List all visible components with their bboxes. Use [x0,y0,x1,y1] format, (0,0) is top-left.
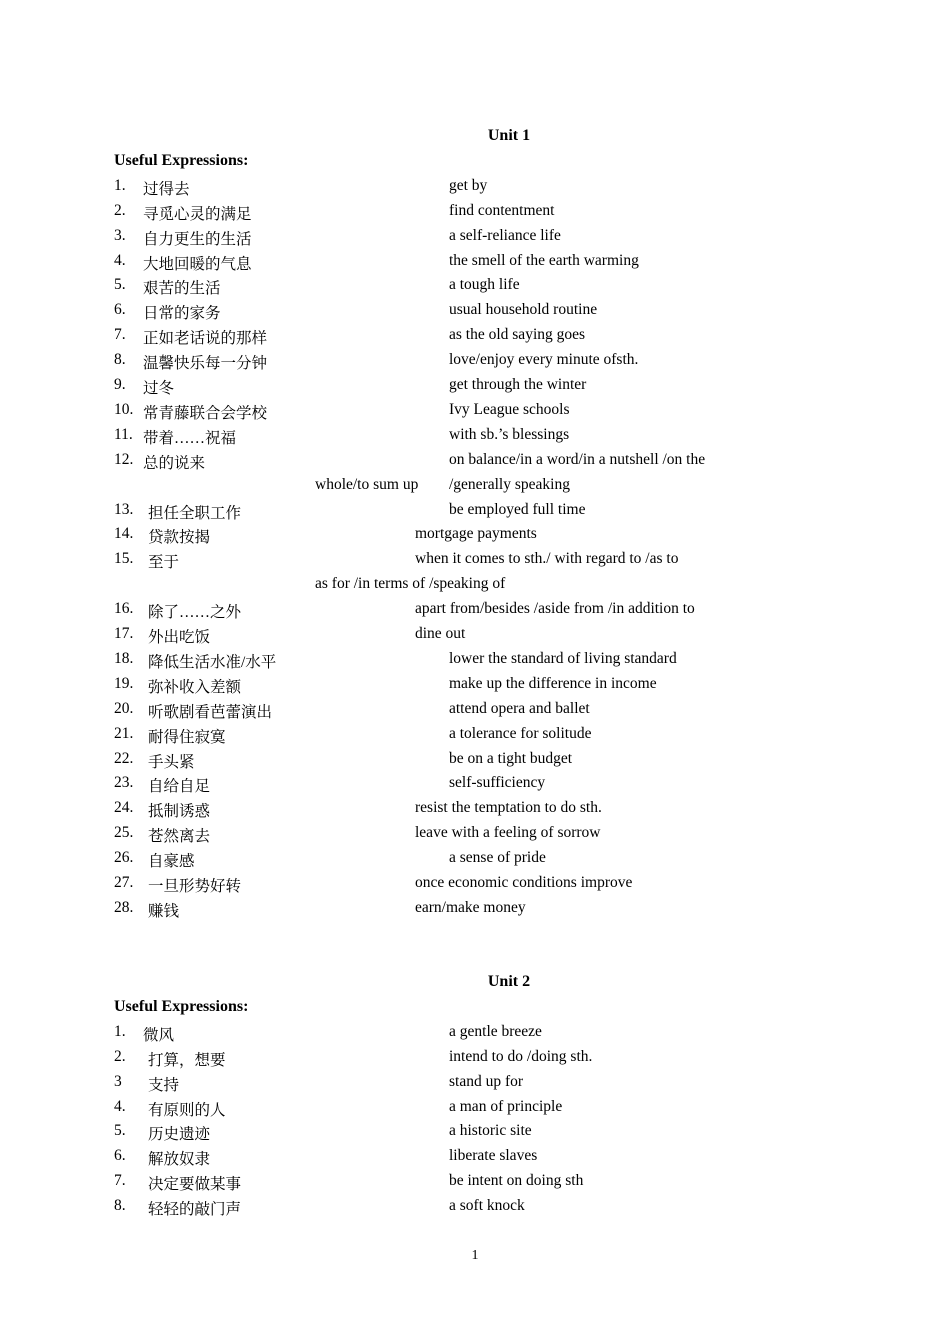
chinese-expression: 除了……之外 [148,604,242,622]
item-number: 25. [114,824,134,842]
chinese-expression: 支持 [148,1076,180,1094]
unit-title: Unit 1 [487,127,531,144]
english-expression: a man of principle [449,1097,563,1115]
item-number: 17. [114,625,134,642]
chinese-expression: 有原则的人 [148,1101,226,1119]
item-number: 14. [114,525,134,543]
item-number: 11. [114,425,133,443]
item-number: 7. [114,326,126,344]
chinese-expression: 日常的家务 [143,305,221,323]
chinese-expression: 微风 [143,1026,175,1044]
expression-row [0,252,950,276]
expression-row [0,550,950,574]
expression-row [0,650,950,674]
chinese-expression: 一旦形势好转 [148,878,242,895]
chinese-expression: 解放奴隶 [148,1151,211,1169]
item-number: 23. [114,774,134,792]
item-number: 21. [114,724,134,742]
english-expression: when it comes to sth./ with regard to /as to [415,550,679,568]
expression-row [0,177,950,201]
unit-title: Unit 2 [487,973,531,990]
expression-row [0,600,950,624]
item-number: 26. [114,849,134,867]
english-expression: the smell of the earth warming [449,251,639,269]
english-expression: with sb.’s blessings [449,425,570,443]
item-number: 9. [114,376,126,393]
expression-row [0,1172,950,1196]
english-expression: make up the difference in income [449,674,657,692]
item-number: 6. [114,1147,126,1165]
english-expression: a historic site [449,1122,532,1140]
english-expression: get through the winter [449,376,587,393]
section-subheading: Useful Expressions: [114,151,249,169]
expression-row [0,675,950,699]
expression-row-continued [0,476,950,500]
english-expression: Ivy League schools [449,400,570,418]
item-number: 13. [114,500,134,518]
chinese-expression: 苍然离去 [148,828,211,846]
expression-row [0,1122,950,1146]
item-number: 19. [114,674,134,692]
item-number: 8. [114,1197,126,1215]
item-number: 2. [114,1047,126,1065]
item-number: 1. [114,176,126,194]
item-number: 24. [114,799,134,817]
expression-row [0,849,950,873]
english-expression: apart from/besides /aside from /in addition to [415,600,695,618]
expression-row [0,774,950,798]
expression-row [0,376,950,400]
expression-row [0,899,950,923]
expression-row [0,525,950,549]
english-expression: get by [449,176,488,194]
chinese-expression: 决定要做某事 [148,1176,242,1194]
item-number: 22. [114,749,134,767]
english-expression-continued: as for /in terms of /speaking of [315,575,506,593]
english-expression: attend opera and ballet [449,699,590,717]
english-expression: a self-reliance life [449,226,561,244]
english-expression: lower the standard of living standard [449,649,677,667]
item-number: 8. [114,351,126,369]
english-expression: love/enjoy every minute ofsth. [449,351,639,369]
expression-row [0,1098,950,1122]
chinese-expression: 自力更生的生活 [143,230,252,248]
expression-row [0,874,950,898]
expression-row [0,401,950,425]
english-expression: a tolerance for solitude [449,724,592,742]
item-number: 12. [114,450,134,468]
expression-row [0,501,950,525]
expression-row [0,301,950,325]
chinese-expression: 自豪感 [148,853,195,871]
item-number: 2. [114,201,126,219]
section-subheading: Useful Expressions: [114,997,249,1015]
chinese-expression: 历史遗迹 [148,1126,211,1144]
english-expression: resist the temptation to do sth. [415,799,602,817]
expression-row [0,276,950,300]
english-expression: a tough life [449,276,520,294]
english-expression: once economic conditions improve [415,874,633,891]
english-expression: find contentment [449,201,555,219]
chinese-expression: 打算，想要 [148,1051,226,1069]
english-expression: dine out [415,625,466,642]
page-number: 1 [471,1248,479,1263]
chinese-expression: 至于 [148,554,180,572]
item-number: 3. [114,226,126,244]
item-number: 5. [114,1122,126,1140]
chinese-expression: 手头紧 [148,753,195,771]
chinese-expression: 带着……祝福 [143,429,237,447]
expression-row-continued [0,575,950,599]
expression-row [0,1147,950,1171]
english-expression: mortgage payments [415,525,537,543]
item-number: 15. [114,550,134,568]
chinese-expression: 过得去 [143,180,190,198]
english-expression: be employed full time [449,500,586,518]
item-number: 16. [114,600,134,618]
chinese-expression: 温馨快乐每一分钟 [143,355,268,373]
expression-row [0,625,950,649]
item-number: 27. [114,874,134,891]
chinese-expression: 耐得住寂寞 [148,728,226,746]
chinese-expression: 正如老话说的那样 [143,330,268,348]
item-number: 20. [114,699,134,717]
chinese-expression: 担任全职工作 [148,504,242,522]
expression-row [0,426,950,450]
item-number: 5. [114,276,126,294]
chinese-expression: 外出吃饭 [148,629,211,646]
chinese-expression: 总的说来 [143,454,206,472]
english-expression: on balance/in a word/in a nutshell /on the [449,450,706,468]
expression-row [0,1048,950,1072]
item-number: 6. [114,301,126,319]
expression-row [0,750,950,774]
chinese-expression: 弥补收入差额 [148,678,242,696]
chinese-expression: 听歌剧看芭蕾演出 [148,703,273,721]
english-expression: a soft knock [449,1197,525,1215]
item-number: 4. [114,1097,126,1115]
chinese-expression: 过冬 [143,380,175,397]
english-expression: a gentle breeze [449,1022,542,1040]
expression-row [0,1197,950,1221]
english-expression-continued: whole/to sum up [315,475,419,493]
item-number: 28. [114,898,134,916]
chinese-expression: 艰苦的生活 [143,280,221,298]
expression-row [0,351,950,375]
item-number: 7. [114,1172,126,1190]
item-number: 4. [114,251,126,269]
chinese-expression: 大地回暖的气息 [143,255,252,273]
chinese-expression: 轻轻的敲门声 [148,1201,242,1219]
expression-row [0,799,950,823]
english-expression: earn/make money [415,898,526,916]
expression-row [0,202,950,226]
english-expression: usual household routine [449,301,598,319]
chinese-expression: 贷款按揭 [148,529,211,547]
english-expression: stand up for [449,1072,524,1090]
expression-row [0,1023,950,1047]
english-expression: a sense of pride [449,849,546,867]
english-expression: be intent on doing sth [449,1172,584,1190]
english-expression: as the old saying goes [449,326,586,344]
expression-row [0,725,950,749]
chinese-expression: 降低生活水准/水平 [148,653,277,671]
chinese-expression: 赚钱 [148,902,180,920]
item-number: 18. [114,649,134,667]
item-number: 3 [114,1072,122,1090]
expression-row [0,451,950,475]
expression-row [0,326,950,350]
chinese-expression: 寻觅心灵的满足 [143,205,252,223]
item-number: 10. [114,400,134,418]
english-expression: liberate slaves [449,1147,538,1165]
chinese-expression: 自给自足 [148,778,211,796]
english-expression: be on a tight budget [449,749,573,767]
expression-row [0,227,950,251]
expression-row [0,700,950,724]
expression-row [0,824,950,848]
chinese-expression: 常青藤联合会学校 [143,404,268,422]
chinese-expression: 抵制诱惑 [148,803,211,821]
expression-row [0,1073,950,1097]
english-expression: leave with a feeling of sorrow [415,824,601,842]
english-expression: intend to do /doing sth. [449,1047,593,1065]
english-expression: self-sufficiency [449,774,546,792]
english-expression-continued: /generally speaking [449,475,570,493]
item-number: 1. [114,1022,126,1040]
